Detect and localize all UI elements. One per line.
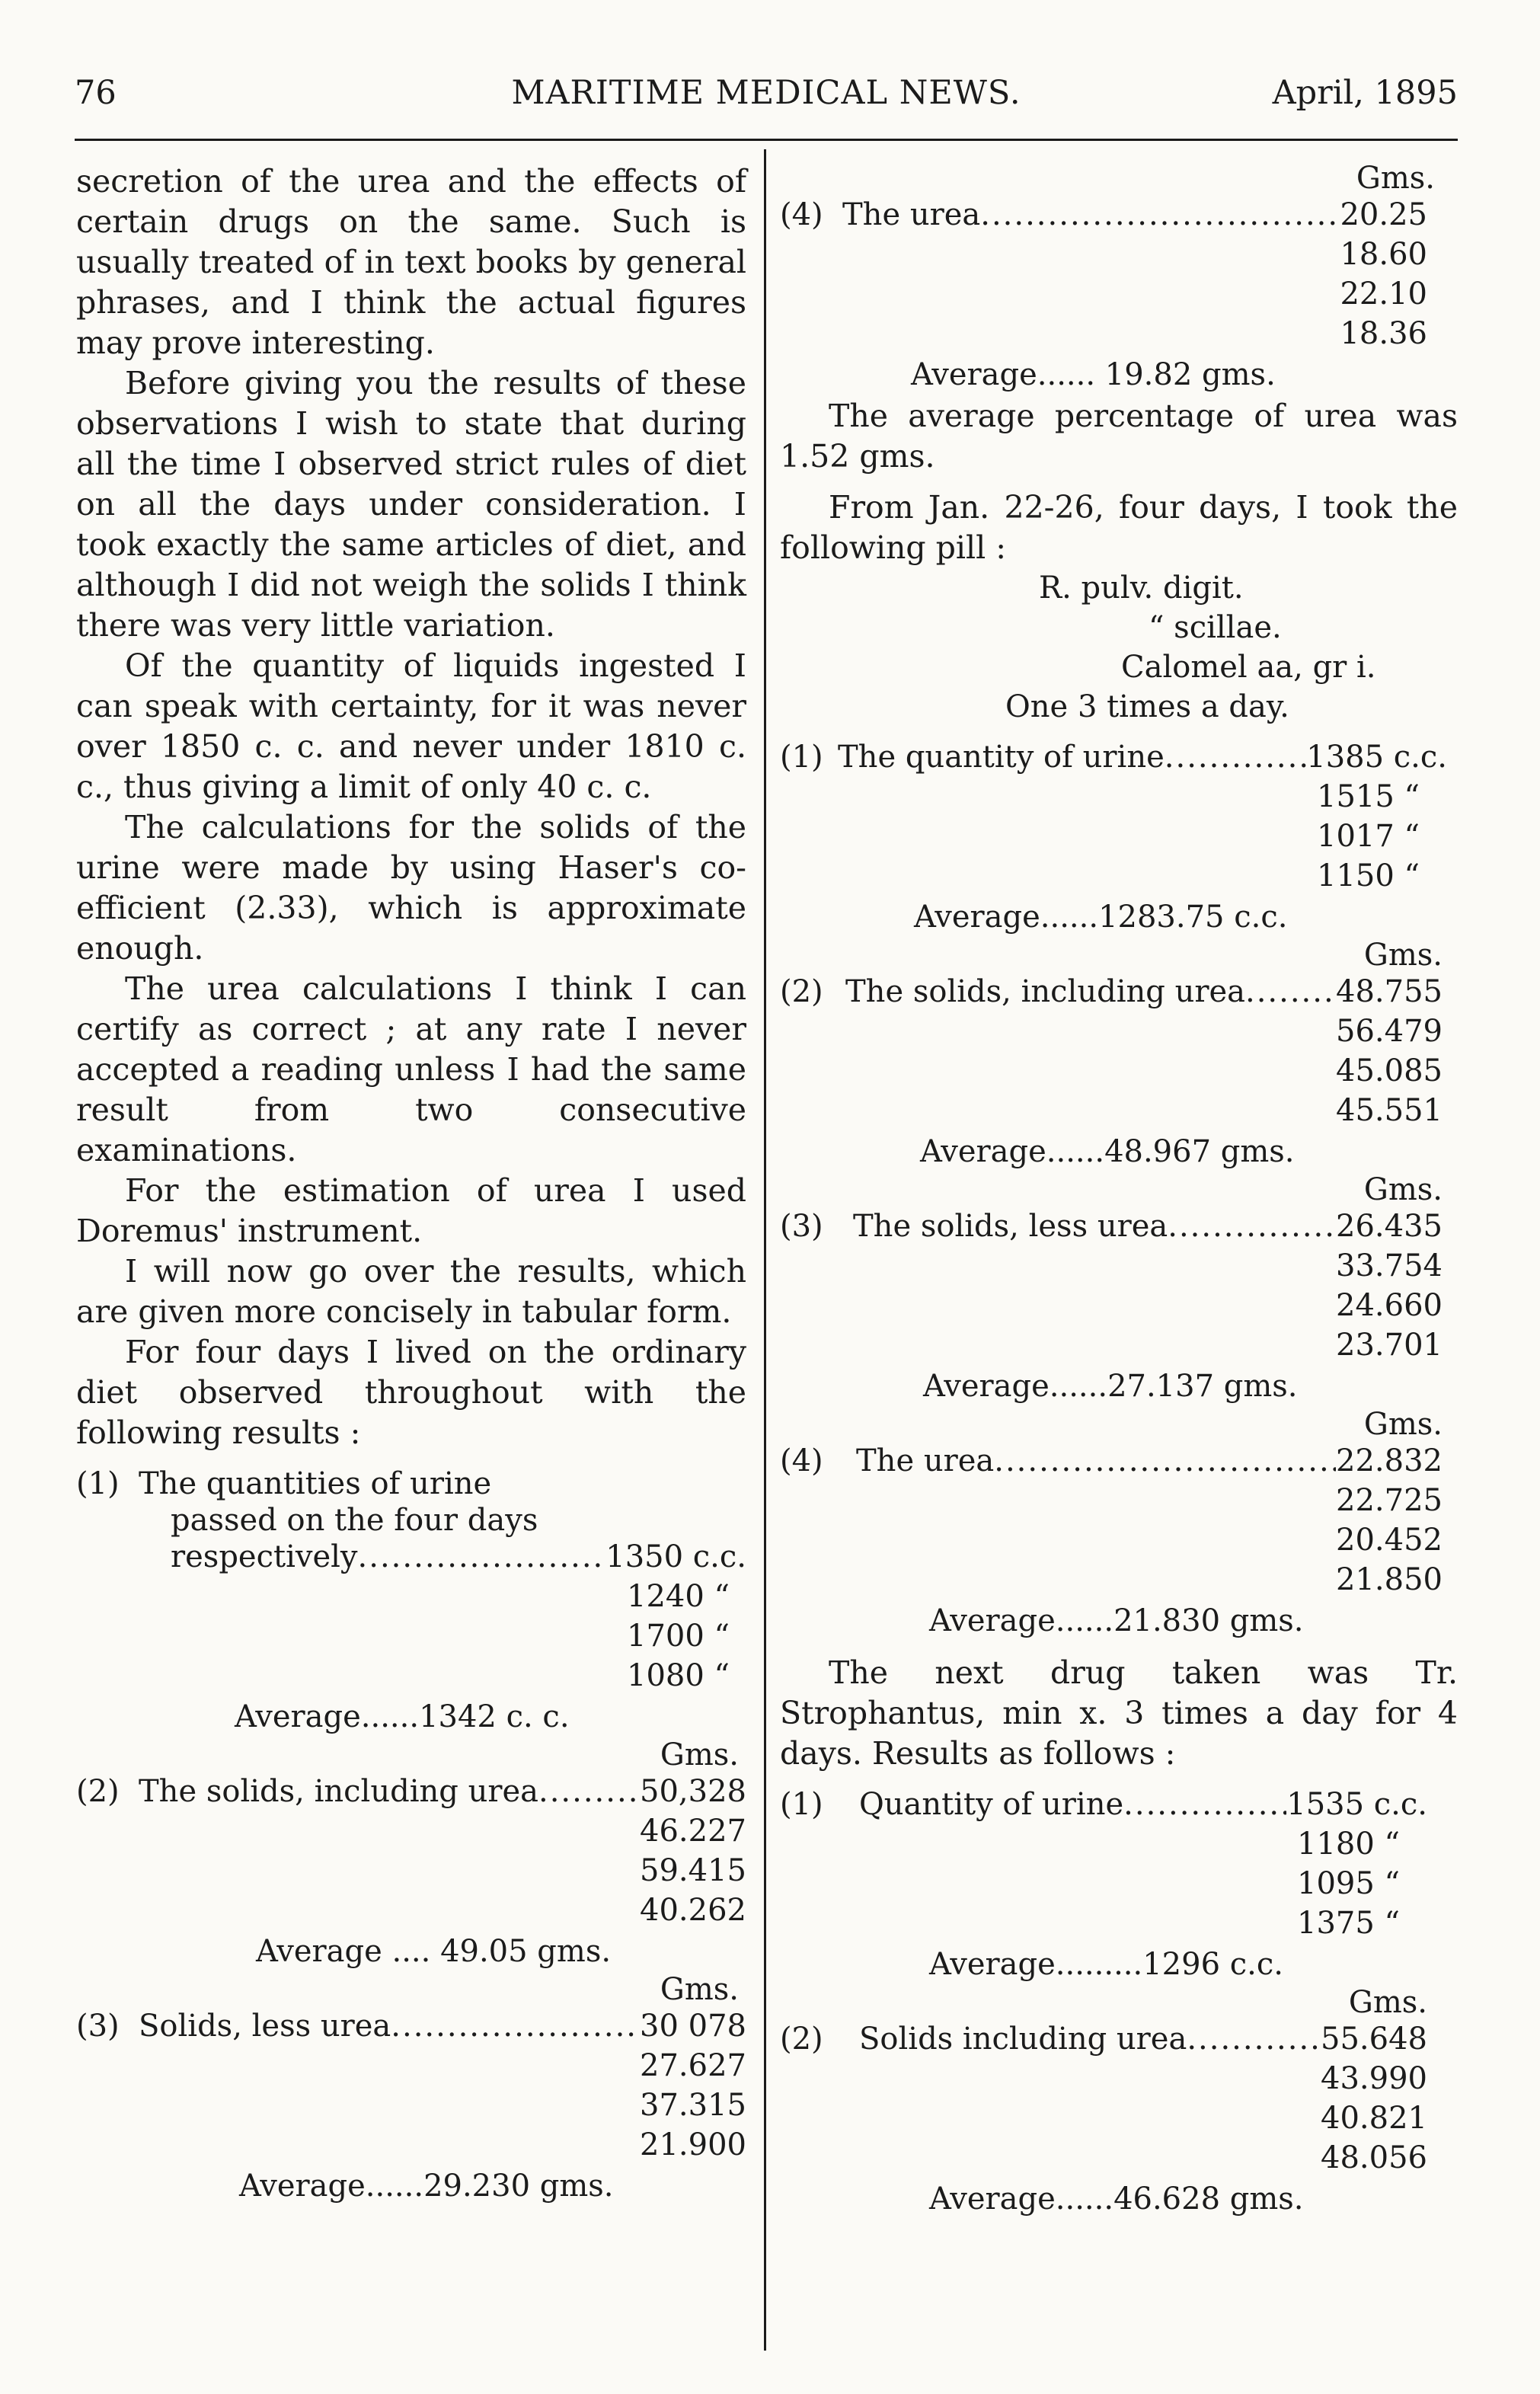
table-value: 40.262 [640,1893,746,1928]
pill-urea-table [780,1408,1458,1642]
strophantus-solids-table [780,1986,1458,2220]
ordinary-urea-table [780,161,1458,396]
table-value: 30 078 [640,2009,746,2044]
leader-dots [1123,1785,1286,1824]
table-value: 23.701 [1336,1328,1443,1363]
ordinary-urine-table [76,1464,746,1738]
item-label: The quantity of urine [838,740,1165,775]
leader-dots [538,1772,640,1811]
leader-dots [358,1537,606,1577]
item-number: (1) [76,1466,120,1501]
paragraph: The next drug taken was Tr. Strophantus, min x. 3 times a day for 4 days. Results as follows : [780,1654,1458,1772]
left-column [76,161,746,2207]
average-line: Average......1283.75 c.c. [914,900,1288,935]
strophantus-urine-table [780,1785,1458,1986]
table-value: 20.25 [1340,197,1427,232]
pill-solids-less-table [780,1173,1458,1408]
paragraph: From Jan. 22-26, four days, I took the following pill : [780,489,1458,566]
unit-label: Gms. [1363,1407,1443,1442]
prescription-line: Calomel aa, gr i. [1121,650,1376,685]
prescription [780,568,1458,727]
item-label: The quantities of urine [139,1466,492,1501]
item-label: Solids, less urea [139,2009,391,2044]
table-value: 1515 “ [1317,779,1420,814]
unit-label: Gms. [1363,1172,1443,1207]
table-value: 45.085 [1336,1053,1443,1088]
paragraph: The urea calculations I think I can certify as correct ; at any rate I never accepted a reading unless I had the same result from two consecutive examinations. [76,970,746,1168]
average-line: Average......46.628 gms. [929,2181,1304,2217]
pill-urine-table [780,737,1458,938]
leader-dots [1187,2019,1321,2059]
average-line: Average...... 19.82 gms. [911,357,1276,392]
unit-label: Gms. [1348,1985,1427,2020]
average-line: Average .... 49.05 gms. [256,1934,612,1969]
table-value: 22.725 [1336,1483,1443,1518]
table-value: 43.990 [1321,2061,1427,2096]
leader-dots [391,2006,640,2046]
item-number: (3) [780,1209,823,1244]
table-value: 45.551 [1336,1093,1443,1128]
leader-dots [1245,972,1336,1012]
paragraph: For four days I lived on the ordinary diet observed throughout with the following results : [76,1334,746,1451]
table-value: 33.754 [1336,1248,1443,1283]
average-line: Average......1342 c. c. [235,1699,570,1734]
table-value: 26.435 [1336,1209,1443,1244]
item-number: (2) [780,974,823,1009]
pill-solids-table [780,938,1458,1173]
journal-title: MARITIME MEDICAL NEWS. [511,74,1021,112]
table-value: 1150 “ [1317,858,1420,893]
table-value: 24.660 [1336,1288,1443,1323]
leader-dots [1168,1207,1336,1246]
item-number: (2) [780,2022,823,2057]
paragraph: For the estimation of urea I used Doremus' instrument. [76,1172,746,1249]
item-number: (1) [780,740,823,775]
unit-label: Gms. [1356,161,1435,196]
item-label: The urea [842,197,981,232]
item-number: (2) [76,1774,120,1809]
right-column [780,161,1458,2220]
table-value: 21.850 [1336,1562,1443,1597]
table-value: 1385 c.c. [1306,740,1447,775]
paragraph: Before giving you the results of these observations I wish to state that during all the time I observed strict rules of diet on all the days under consideration. I took exactly the same articles of diet, and although I did not weigh the solids I think there was very little variation. [76,365,746,644]
issue-date: April, 1895 [1272,74,1458,112]
item-label: Solids including urea [859,2022,1187,2057]
prescription-line: One 3 times a day. [1005,689,1289,724]
average-line: Average......29.230 gms. [239,2169,614,2204]
table-value: 22.832 [1336,1443,1443,1478]
paragraph: The calculations for the solids of the urine were made by using Haser's co-efficient (2.33), which is approximate enough. [76,809,746,967]
table-value: 59.415 [640,1853,746,1888]
ordinary-solids-less-table [76,1973,746,2207]
unit-label: Gms. [660,1972,739,2007]
running-head [75,70,1458,116]
table-value: 1535 c.c. [1286,1787,1427,1822]
prescription-line: “ scillae. [1149,610,1282,645]
table-value: 56.479 [1336,1014,1443,1049]
item-label: The solids, including urea [139,1774,538,1809]
average-line: Average......48.967 gms. [920,1134,1295,1169]
header-rule [75,139,1458,141]
prescription-line: R. pulv. digit. [1039,571,1244,606]
item-label: The solids, less urea [853,1209,1168,1244]
table-value: 18.60 [1340,237,1427,272]
leader-dots [980,195,1340,235]
table-value: 1017 “ [1317,819,1420,854]
paragraph: The average percentage of urea was 1.52 gms. [780,398,1458,475]
paragraph: secretion of the urea and the effects of certain drugs on the same. Such is usually treated of in text books by general phrases, and I think the actual figures may prove interesting. [76,163,746,361]
leader-dots [1165,737,1306,777]
item-number: (4) [780,197,823,232]
item-number: (4) [780,1443,823,1478]
table-value: 1240 “ [627,1579,730,1614]
table-value: 21.900 [640,2127,746,2162]
average-line: Average......21.830 gms. [929,1603,1304,1638]
unit-label: Gms. [660,1737,739,1772]
item-label: passed on the four days [171,1503,538,1538]
unit-label: Gms. [1363,938,1443,973]
average-line: Average......27.137 gms. [923,1369,1298,1404]
item-label: Quantity of urine [859,1787,1124,1822]
table-value: 48.755 [1336,974,1443,1009]
column-divider [764,149,766,2351]
table-value: 1080 “ [627,1658,730,1693]
table-value: 50,328 [640,1774,746,1809]
item-number: (3) [76,2009,120,2044]
leader-dots [994,1441,1336,1481]
paragraph: I will now go over the results, which are given more concisely in tabular form. [76,1253,746,1330]
table-value: 1350 c.c. [605,1539,746,1574]
paragraph: Of the quantity of liquids ingested I can speak with certainty, for it was never over 1850 c. c. and never under 1810 c. c., thus giving a limit of only 40 c. c. [76,647,746,805]
table-value: 1180 “ [1297,1827,1400,1862]
ordinary-solids-table [76,1738,746,1973]
average-line: Average.........1296 c.c. [929,1947,1283,1982]
table-value: 55.648 [1321,2022,1427,2057]
table-value: 46.227 [640,1814,746,1849]
item-label: The solids, including urea [845,974,1245,1009]
table-value: 27.627 [640,2048,746,2083]
item-label: The urea [856,1443,995,1478]
table-value: 1095 “ [1297,1866,1400,1901]
table-value: 18.36 [1340,316,1427,351]
item-label: respectively [171,1539,358,1574]
table-value: 1375 “ [1297,1906,1400,1941]
table-value: 20.452 [1336,1523,1443,1558]
page-number: 76 [75,74,117,112]
table-value: 37.315 [640,2088,746,2123]
table-value: 48.056 [1321,2140,1427,2175]
table-value: 40.821 [1321,2101,1427,2136]
item-number: (1) [780,1787,823,1822]
table-value: 22.10 [1340,276,1427,312]
table-value: 1700 “ [627,1619,730,1654]
